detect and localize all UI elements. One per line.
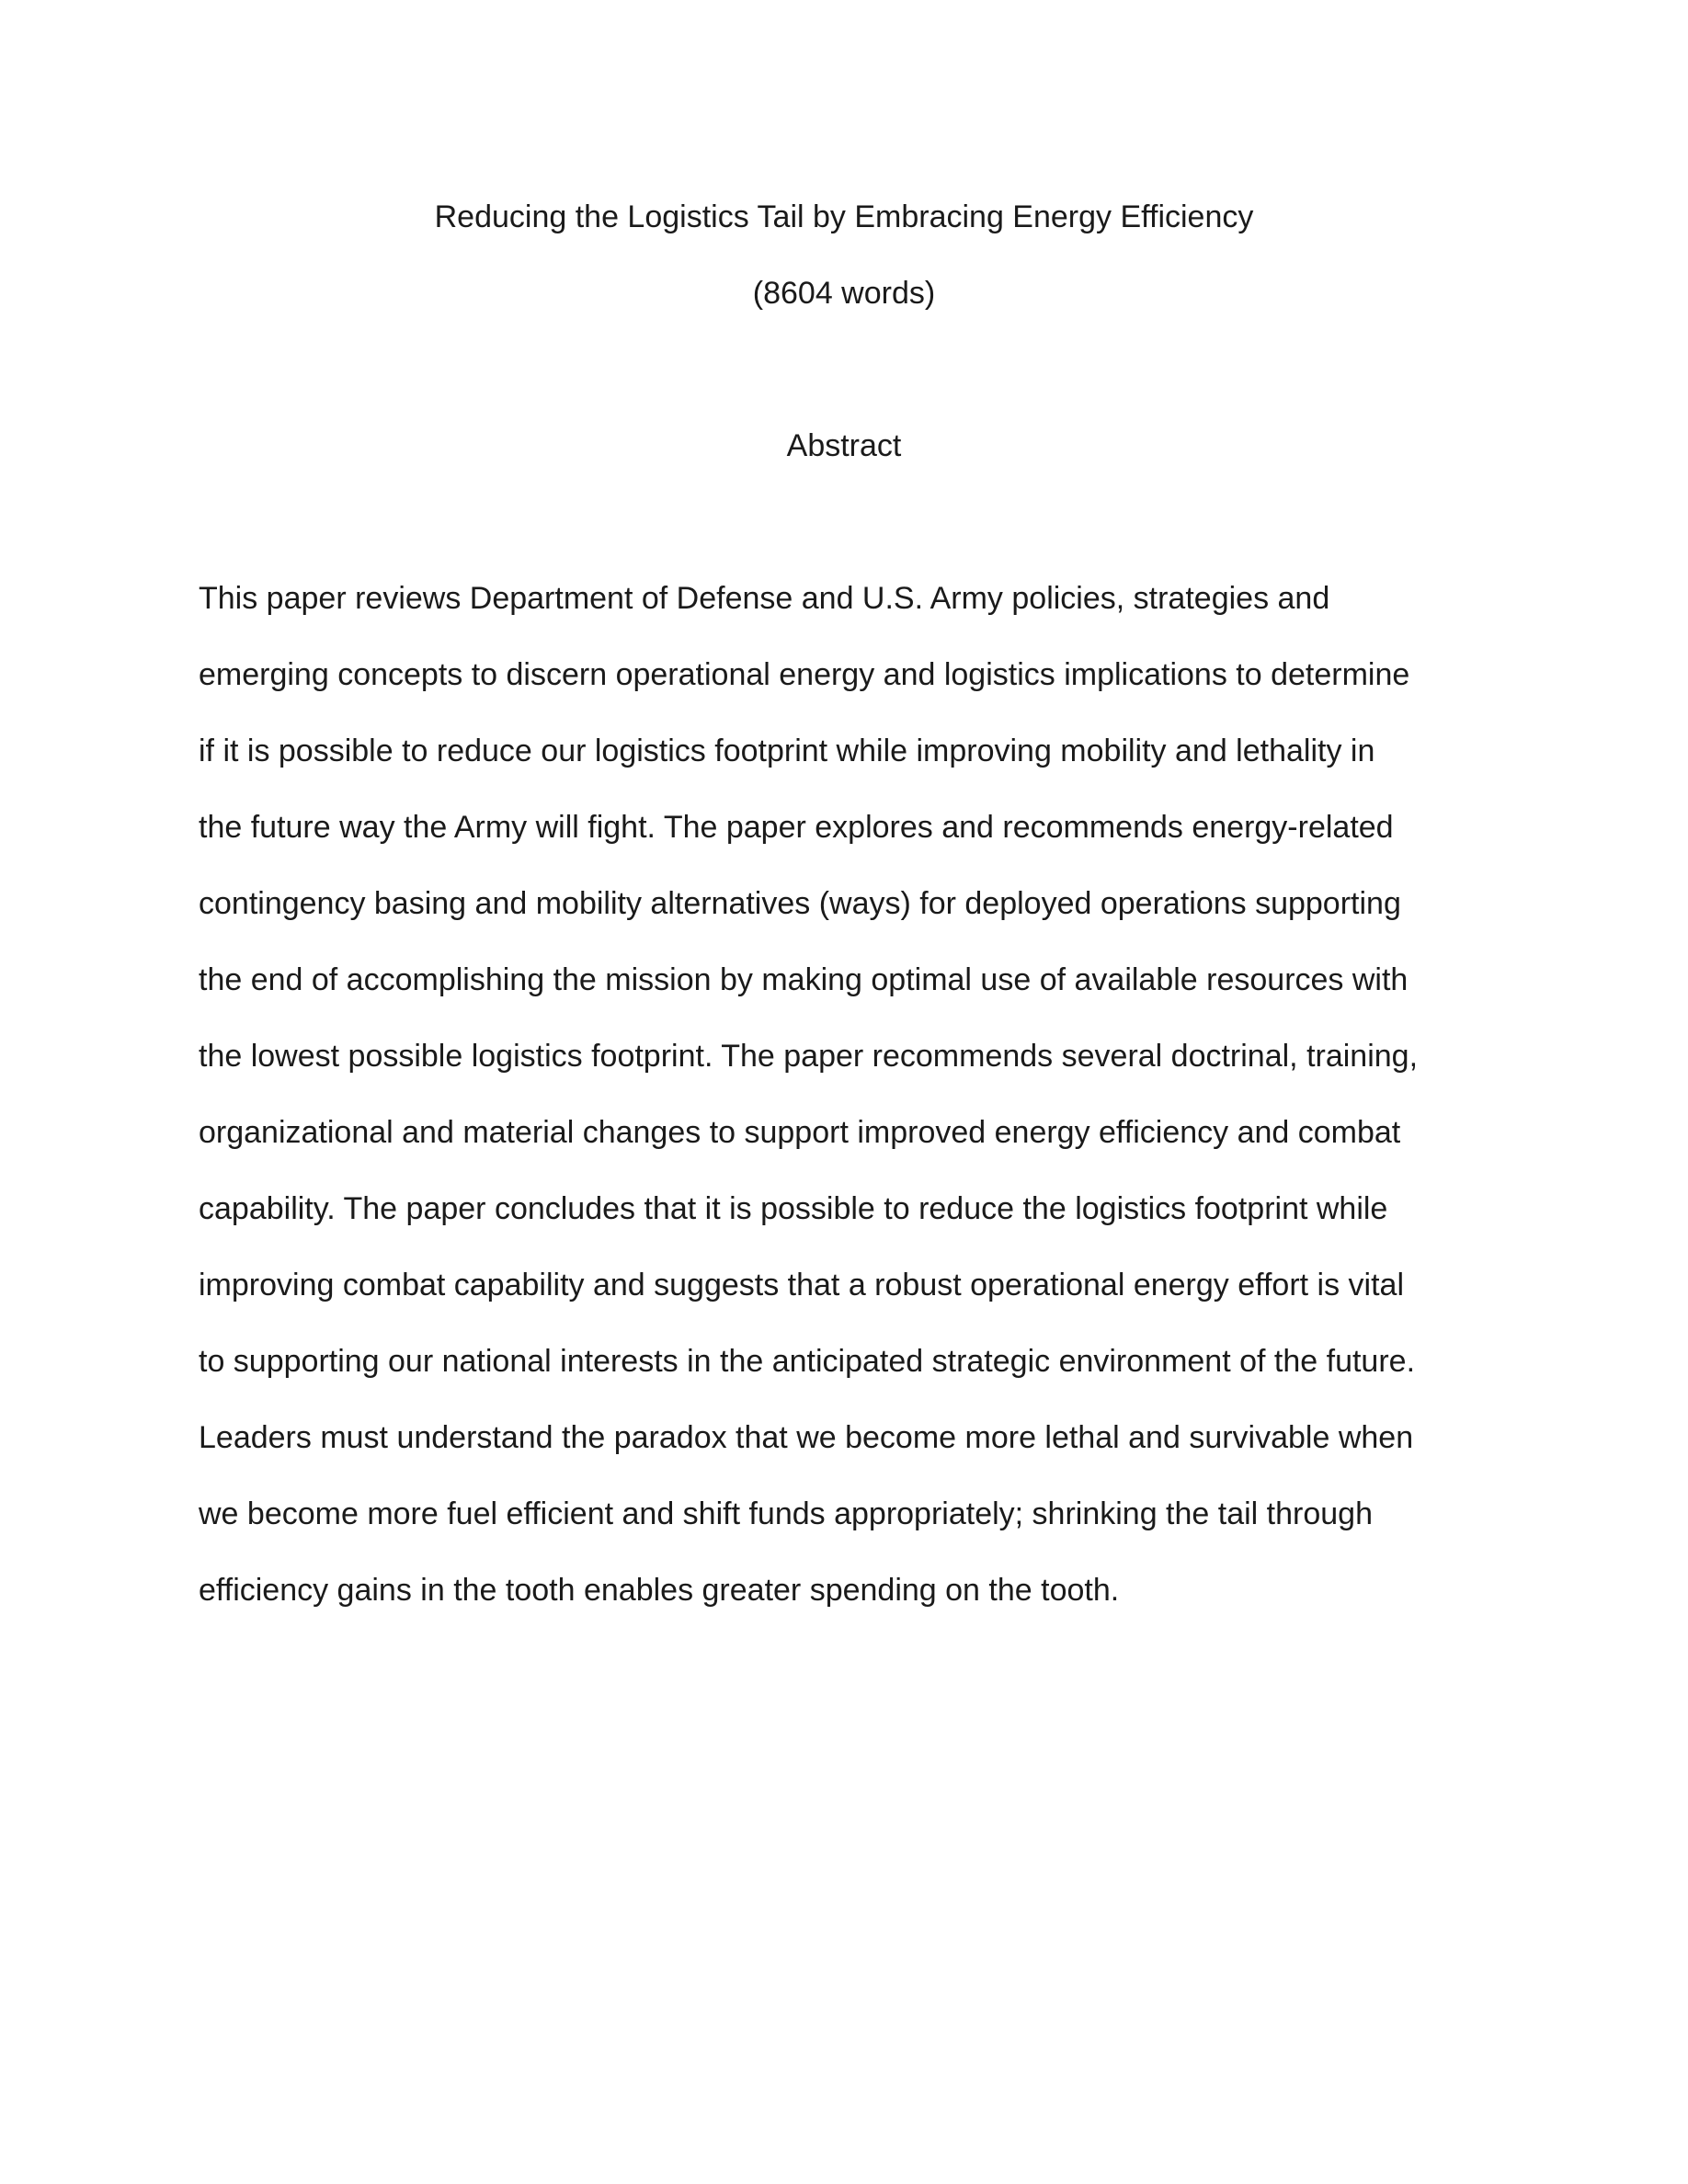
abstract-line: improving combat capability and suggests that a robust operational energy effort is vital <box>199 1268 1404 1302</box>
abstract-line: organizational and material changes to support improved energy efficiency and combat <box>199 1115 1401 1150</box>
word-count: (8604 words) <box>752 276 936 311</box>
abstract-line: the future way the Army will fight. The paper explores and recommends energy-related <box>199 810 1394 845</box>
abstract-line: contingency basing and mobility alternatives (ways) for deployed operations supporting <box>199 886 1401 921</box>
abstract-heading: Abstract <box>786 428 902 463</box>
abstract-line: Leaders must understand the paradox that we become more lethal and survivable when <box>199 1420 1414 1455</box>
abstract-line: capability. The paper concludes that it is possible to reduce the logistics footprint while <box>199 1191 1388 1226</box>
abstract-line: to supporting our national interests in the anticipated strategic environment of the future. <box>199 1344 1416 1379</box>
abstract-line: emerging concepts to discern operational energy and logistics implications to determine <box>199 657 1410 692</box>
abstract-line: the end of accomplishing the mission by making optimal use of available resources with <box>199 962 1409 997</box>
abstract-line: if it is possible to reduce our logistics footprint while improving mobility and lethality in <box>199 734 1375 768</box>
abstract-line: efficiency gains in the tooth enables greater spending on the tooth. <box>199 1573 1120 1608</box>
abstract-line: the lowest possible logistics footprint. The paper recommends several doctrinal, training, <box>199 1039 1419 1074</box>
document-title: Reducing the Logistics Tail by Embracing Energy Efficiency <box>434 199 1254 234</box>
abstract-line: This paper reviews Department of Defense and U.S. Army policies, strategies and <box>199 581 1330 616</box>
abstract-line: we become more fuel efficient and shift funds appropriately; shrinking the tail through <box>199 1496 1373 1531</box>
abstract-body <box>199 561 1504 1629</box>
